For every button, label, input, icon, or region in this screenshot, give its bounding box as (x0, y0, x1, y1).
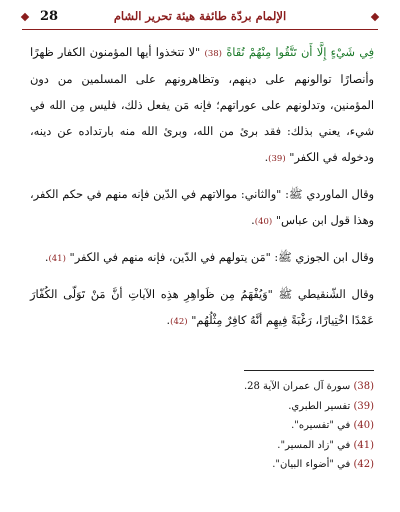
paragraph-text: وقال الماوردي ﷺ: "والثاني: موالاتهم في الدّين فإنه منهم في حكم الكفر، وهذا قول ابن عباس" (30, 188, 374, 227)
footnote-ref: (38) (204, 49, 222, 59)
quran-verse: فِي شَيْءٍ إِلَّا أَن تَتَّقُوا مِنْهُمْ تُقَاةً (226, 46, 375, 59)
footnote-ref: (42) (170, 317, 188, 327)
footnote (124, 397, 374, 417)
footnote-number: (42) (353, 459, 374, 470)
footnotes (124, 370, 374, 475)
body-text (30, 40, 374, 345)
header-rule (22, 29, 378, 30)
footnote-number: (41) (353, 439, 374, 451)
paragraph: فِي شَيْءٍ إِلَّا أَن تَتَّقُوا مِنْهُمْ تُقَاةً (38) "لا تتخذوا أيها المؤمنون الكفار ظهرًا وأنصارًا توالونهم على دينهم، وتظاهرونهم على المسلمين من دون المؤمنين، وتدلونهم على عوراتهم؛ فإنه مَن يفعل ذلك، فليس مِن الله في شيء، يعني بذلك: فقد برئ من الله، وبرئ الله منه بارتداده عن دينه، ودخوله في الكفر" (39). (30, 46, 375, 164)
paragraph: وقال ابن الجوزي ﷺ: "مَن يتولهم في الدّين، فإنه منهم في الكفر" (41). (44, 251, 374, 264)
footnote-ref: (39) (268, 154, 286, 164)
page-number: 28 (40, 9, 59, 24)
footnote-number: (39) (353, 400, 374, 412)
footnote-separator (244, 370, 374, 371)
footnote-number: (40) (353, 420, 374, 431)
footnote-text: سورة آل عمران الآية 28. (243, 381, 354, 392)
footnote-ref: (41) (48, 254, 66, 264)
footnote (124, 436, 374, 456)
footnote (124, 455, 374, 475)
running-title: الإلمام بردّة طائفة هيئة تحرير الشام (113, 9, 287, 23)
footnote-text: في "زاد المسير". (277, 439, 354, 451)
paragraph: وقال الماوردي ﷺ: "والثاني: موالاتهم في الدّين فإنه منهم في حكم الكفر، وهذا قول ابن عباس" (40). (30, 188, 374, 227)
page-header (22, 6, 378, 28)
footnote-ref: (40) (254, 217, 273, 227)
footnote-text: تفسير الطبري. (288, 400, 354, 412)
footnote (124, 416, 374, 436)
paragraph: وقال الشّنقيطي ﷺ "وَيُفْهَمُ مِن ظَواهِرِ هذِه الآياتِ أنَّ مَنْ تَوَلّى الكُفّارَ عَمْدًا اخْتِيارًا، رَغْبَةً فِيهِم أنَّهُ كافِرٌ مِثْلُهُم" (42). (30, 288, 374, 327)
paragraph-text: "لا تتخذوا أيها المؤمنون الكفار ظهرًا وأنصارًا توالونهم على دينهم، وتظاهرونهم على المسلمين من دون المؤمنين، وتدلونهم على عوراتهم؛ فإنه مَن يفعل ذلك، فليس مِن الله في شيء، يعني بذلك: فقد برئ من الله، وبرئ الله منه بارتداده عن دينه، ودخوله في الكفر" (30, 46, 374, 164)
paragraph-text: وقال الشّنقيطي ﷺ "وَيُفْهَمُ مِن ظَواهِرِ هذِه الآياتِ أنَّ مَنْ تَوَلّى الكُفّارَ عَمْدًا اخْتِيارًا، رَغْبَةً فِيهِم أنَّهُ كافِرٌ مِثْلُهُم" (30, 288, 374, 327)
footnote (124, 377, 374, 397)
footnote-text: في "أضواء البيان". (272, 459, 354, 470)
footnote-text: في "تفسيره". (291, 420, 354, 431)
footnote-number: (38) (353, 381, 374, 392)
paragraph-text: وقال ابن الجوزي ﷺ: "مَن يتولهم في الدّين، فإنه منهم في الكفر" (69, 251, 374, 264)
